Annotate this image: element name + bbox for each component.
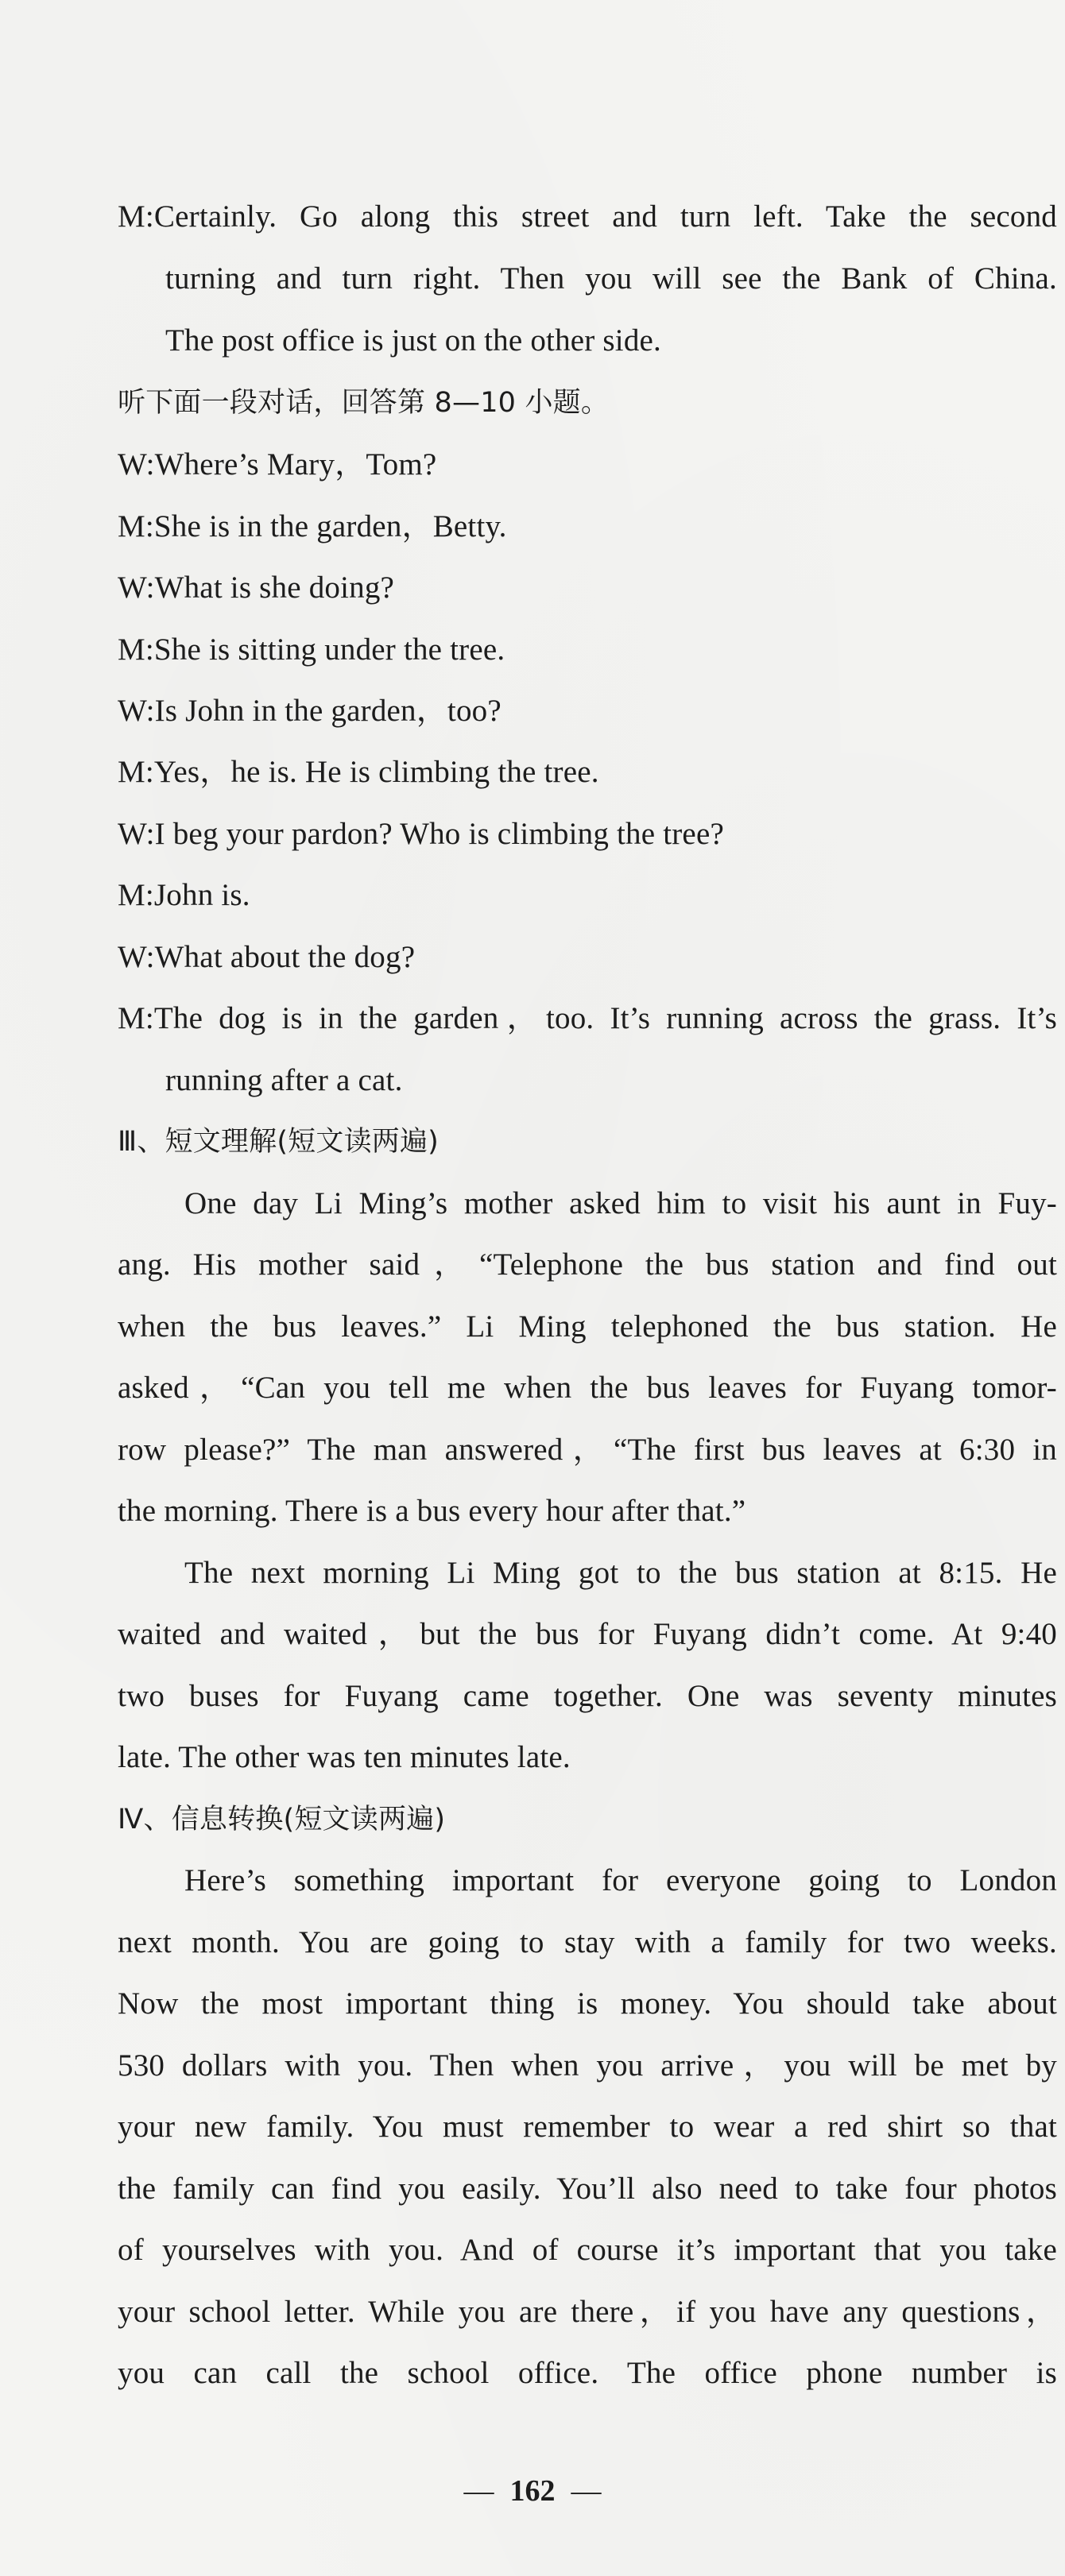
page-number-dash-left: — xyxy=(463,2474,494,2508)
passage-line: of yourselves with you. And of course it’s important that you take xyxy=(118,2233,1057,2267)
passage-line: ang. His mother said，“Telephone the bus station and find out xyxy=(118,1247,1057,1282)
passage-line: Here’s something important for everyone going to London xyxy=(184,1863,1057,1897)
passage-line: row please?” The man answered，“The first bus leaves at 6:30 in xyxy=(118,1433,1057,1467)
dialogue-line-continuation: running after a cat. xyxy=(165,1063,403,1097)
section-instruction: 听下面一段对话，回答第 8—10 小题。 xyxy=(118,387,610,419)
dialogue-line: M:John is. xyxy=(118,878,250,912)
dialogue-line: W:What about the dog? xyxy=(118,940,416,974)
passage-line: your school letter. While you are there，if you have any questions， xyxy=(118,2295,1057,2329)
dialogue-line-m-certainly: M:Certainly. Go along this street and turn left. Take the second xyxy=(118,199,1057,234)
section-heading-iii: Ⅲ、短文理解(短文读两遍) xyxy=(118,1126,440,1158)
passage-line: asked，“Can you tell me when the bus leaves for Fuyang tomor- xyxy=(118,1371,1057,1405)
passage-line: 530 dollars with you. Then when you arrive，you will be met by xyxy=(118,2048,1057,2083)
dialogue-line-continuation: The post office is just on the other side. xyxy=(165,323,661,358)
passage-line: the morning. There is a bus every hour after that.” xyxy=(118,1494,746,1528)
passage-line: your new family. You must remember to wear a red shirt so that xyxy=(118,2110,1057,2144)
passage-line: when the bus leaves.” Li Ming telephoned the bus station. He xyxy=(118,1309,1057,1344)
page-number-value: 162 xyxy=(509,2474,556,2508)
dialogue-line: W:Where’s Mary，Tom? xyxy=(118,447,437,482)
passage-line: late. The other was ten minutes late. xyxy=(118,1740,571,1774)
dialogue-line: W:I beg your pardon? Who is climbing the tree? xyxy=(118,817,724,851)
dialogue-line: W:Is John in the garden，too? xyxy=(118,694,502,728)
passage-line: you can call the school office. The office phone number is xyxy=(118,2356,1057,2390)
page-number xyxy=(0,2471,1065,2511)
passage-line: two buses for Fuyang came together. One was seventy minutes xyxy=(118,1679,1057,1713)
passage-line: Now the most important thing is money. You should take about xyxy=(118,1986,1057,2021)
dialogue-line-continuation: turning and turn right. Then you will see the Bank of China. xyxy=(165,261,1057,296)
passage-line: One day Li Ming’s mother asked him to visit his aunt in Fuy- xyxy=(184,1186,1057,1220)
dialogue-line: W:What is she doing? xyxy=(118,571,395,605)
page-number-dash-right: — xyxy=(571,2474,602,2508)
passage-line: next month. You are going to stay with a family for two weeks. xyxy=(118,1925,1057,1959)
dialogue-line: M:The dog is in the garden，too. It’s running across the grass. It’s xyxy=(118,1001,1057,1035)
section-heading-iv: Ⅳ、信息转换(短文读两遍) xyxy=(118,1804,446,1835)
passage-line: waited and waited，but the bus for Fuyang didn’t come. At 9:40 xyxy=(118,1617,1057,1651)
dialogue-line: M:Yes，he is. He is climbing the tree. xyxy=(118,755,599,789)
dialogue-line: M:She is sitting under the tree. xyxy=(118,632,505,667)
dialogue-line: M:She is in the garden，Betty. xyxy=(118,509,507,543)
passage-line: the family can find you easily. You’ll also need to take four photos xyxy=(118,2172,1057,2206)
passage-line: The next morning Li Ming got to the bus station at 8:15. He xyxy=(184,1556,1057,1590)
